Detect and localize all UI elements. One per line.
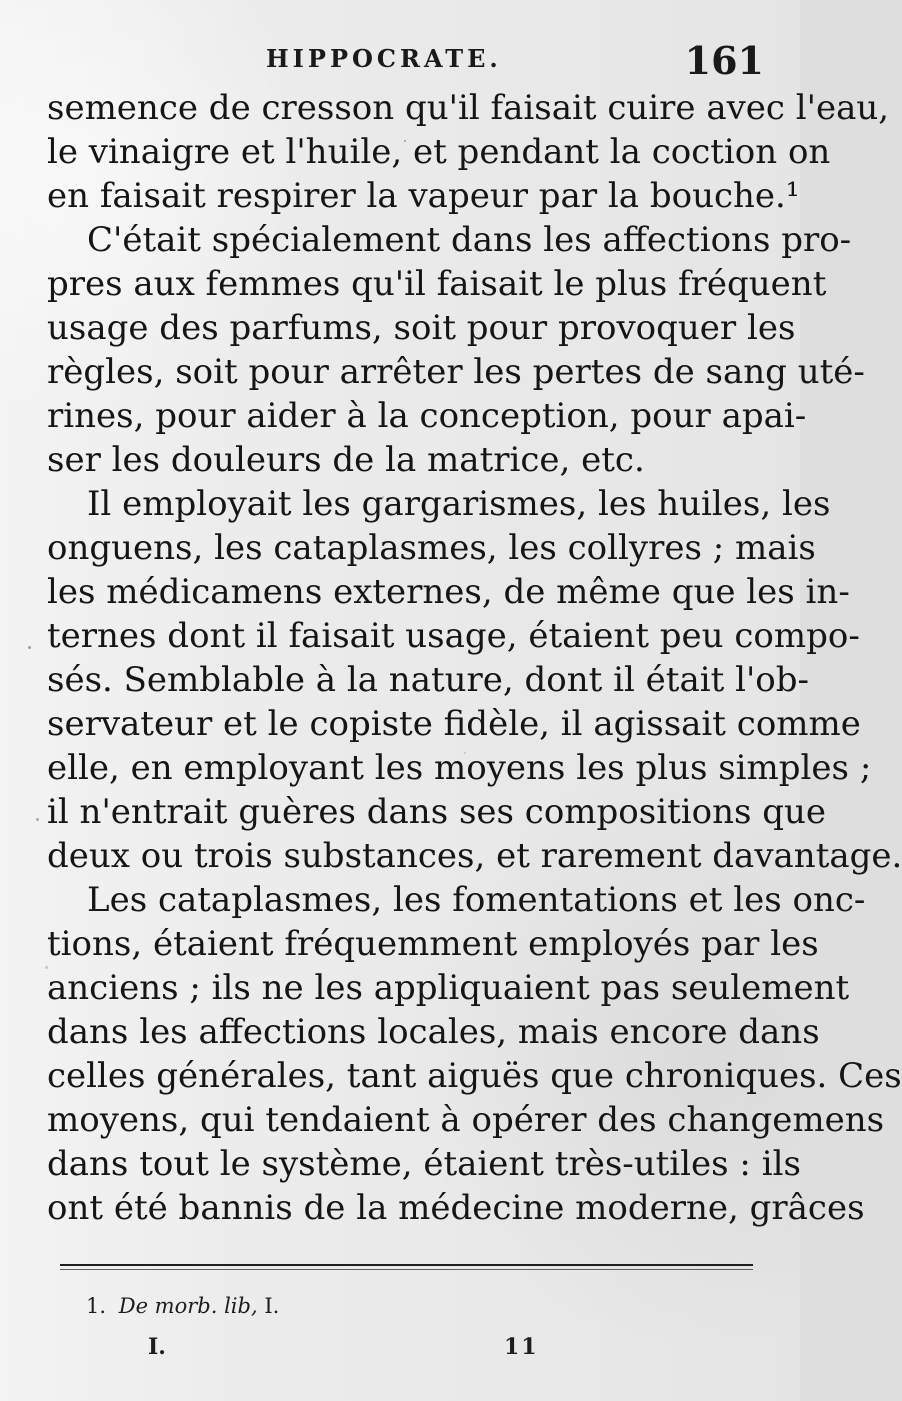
text-line: il n'entrait guères dans ses compositions que — [47, 792, 827, 832]
text-line: onguens, les cataplasmes, les collyres ; mais — [47, 528, 816, 568]
signature-mark: I. — [148, 1334, 166, 1360]
footnote-marker: 1. — [86, 1294, 107, 1318]
text-line: sés. Semblable à la nature, dont il était l'ob- — [47, 660, 810, 700]
footnote — [86, 1292, 279, 1320]
page-body — [47, 86, 902, 1230]
footnote-rule — [60, 1264, 753, 1266]
text-line: ser les douleurs de la matrice, etc. — [47, 440, 645, 480]
page-number: 161 — [684, 38, 764, 83]
sheet-number: 11 — [504, 1334, 539, 1360]
text-line: ont été bannis de la médecine moderne, grâces — [47, 1188, 865, 1228]
text-line: pres aux femmes qu'il faisait le plus fréquent — [47, 264, 827, 304]
text-line: en faisait respirer la vapeur par la bouche.¹ — [47, 176, 800, 216]
text-line: usage des parfums, soit pour provoquer les — [47, 308, 796, 348]
footnote-rule-thin — [60, 1269, 753, 1270]
text-line: ternes dont il faisait usage, étaient peu compo- — [47, 616, 860, 656]
text-line: le vinaigre et l'huile, et pendant la coction on — [47, 132, 831, 172]
text-line: anciens ; ils ne les appliquaient pas seulement — [47, 968, 850, 1008]
footnote-separator — [60, 1264, 753, 1273]
text-line: servateur et le copiste fidèle, il agissait comme — [47, 704, 861, 744]
running-head: HIPPOCRATE. — [266, 44, 502, 73]
text-line: rines, pour aider à la conception, pour apai- — [47, 396, 807, 436]
text-line: moyens, qui tendaient à opérer des changemens — [47, 1100, 885, 1140]
text-line: deux ou trois substances, et rarement davantage. — [47, 836, 902, 876]
text-line: tions, étaient fréquemment employés par les — [47, 924, 819, 964]
text-line: dans tout le système, étaient très-utiles : ils — [47, 1144, 801, 1184]
footnote-volume: I. — [264, 1294, 280, 1318]
text-line: dans les affections locales, mais encore dans — [47, 1012, 820, 1052]
text-line: Il employait les gargarismes, les huiles, les — [87, 484, 831, 524]
text-line: C'était spécialement dans les affections pro- — [87, 220, 852, 260]
text-line: elle, en employant les moyens les plus simples ; — [47, 748, 872, 788]
text-line: Les cataplasmes, les fomentations et les onc- — [87, 880, 866, 920]
text-line: celles générales, tant aiguës que chroniques. Ces — [47, 1056, 902, 1096]
text-line: règles, soit pour arrêter les pertes de sang uté- — [47, 352, 865, 392]
text-line: les médicamens externes, de même que les in- — [47, 572, 850, 612]
text-line: semence de cresson qu'il faisait cuire avec l'eau, — [47, 88, 890, 128]
footnote-source: De morb. lib, — [118, 1294, 258, 1318]
